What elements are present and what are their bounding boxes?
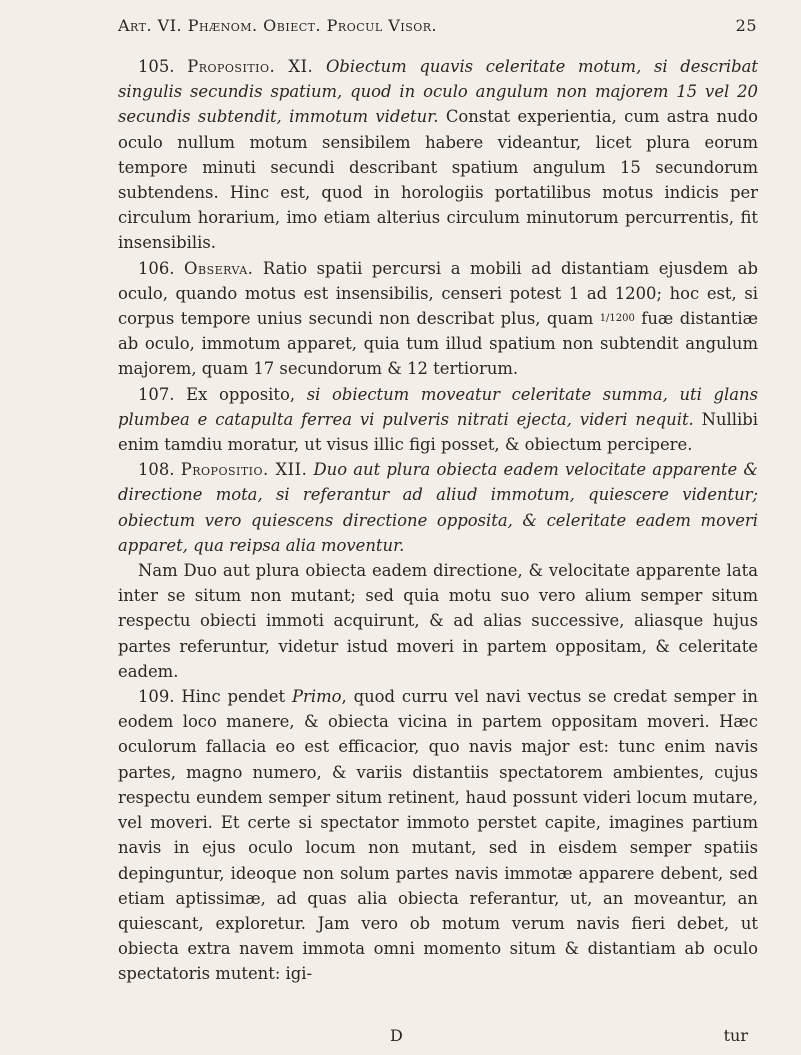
fraction: 1/1200 bbox=[599, 313, 635, 325]
italic-statement: si obiectum moveatur celeritate summa, uti glans plumbea e catapulta ferrea vi pulveris nitrati ejecta, videri nequit. bbox=[118, 384, 758, 429]
paragraph-text: Hinc pendet bbox=[181, 687, 286, 707]
paragraph-text: Nam Duo aut plura obiecta eadem directione, & velocitate apparente lata inter se situm non mutant; sed quia motu suo vero alium semper situm respectu obiecti immoti acquirunt, & ad alias successive, aliasque hujus partes referuntur, videtur istud moveri in partem oppositam, & celeritate eadem. bbox=[118, 561, 758, 681]
proposition-statement: Obiectum quavis celeritate motum, si describat singulis secundis spatium, quod in oculo angulum non majorem 15 vel 20 secundis subtendit, immotum videtur. bbox=[118, 57, 759, 127]
observation-label: Observa. bbox=[184, 258, 254, 278]
paragraph-proof bbox=[118, 558, 758, 684]
paragraph-number: 107. bbox=[138, 384, 175, 404]
catchword: tur bbox=[723, 1026, 748, 1045]
page-number: 25 bbox=[735, 16, 757, 35]
paragraph-text: fuæ distantiæ ab oculo, immotum apparet, quia tum illud spatium non subtendit angulum majorem, quam 17 secundorum & 12 tertiorum. bbox=[118, 309, 759, 379]
paragraph-text: , quod curru vel navi vectus se credat semper in eodem loco manere, & obiecta vicina in partem oppositam moveri. Hæc oculorum fallacia eo est efficacior, quo navis major est: tunc enim navis partes, magno numero, & variis distantiis spectatorem ambientes, cujus respectu eundem semper situm retinent, haud possunt videri locum mutare, vel moveri. Et certe si spectator immoto perstet capite, imagines partium navis in ejus oculo locum non mutant, sed in eisdem semper spatiis depinguntur, ideoque non solum partes navis immotæ apparere debent, sed etiam aptissimæ, ad quas alia obiecta referantur, ut, an moveantur, an quiescant, exploretur. Jam vero ob motum verum navis fieri debet, ut obiecta extra navem immota omni momento situm & distantiam ab oculo spectatoris mutent: igi- bbox=[118, 687, 758, 984]
proposition-statement: Duo aut plura obiecta eadem velocitate apparente & directione mota, si referantur ad aliud immotum, quiescere videntur; obiectum vero quiescens directione opposita, & celeritate eadem moveri apparet, qua reipsa alia moventur. bbox=[118, 460, 759, 555]
paragraph-text: Ratio spatii percursi a mobili ad distantiam ejusdem ab oculo, quando motus est insensibilis, censeri potest 1 ad 1200; hoc est, si corpus tempore unius secundi non describat plus, quam bbox=[118, 258, 759, 329]
paragraph-text: Constat experientia, cum astra nudo oculo nullum motum sensibilem habere videantur, licet plura eorum tempore minuti secundi describant spatium angulum 15 secundorum subtendens. Hinc est, quod in horologiis portatilibus motus indicis per circulum horarium, imo etiam alterius circulum minutorum percurrentis, fit insensibilis. bbox=[118, 107, 758, 253]
paragraph-105 bbox=[118, 54, 758, 256]
italic-word: Primo bbox=[291, 687, 342, 707]
paragraph-107 bbox=[118, 382, 758, 458]
page-footer bbox=[118, 1026, 758, 1050]
body-text bbox=[118, 54, 758, 987]
paragraph-number: 108. bbox=[138, 460, 175, 480]
signature-mark: D bbox=[390, 1026, 403, 1045]
paragraph-number: 106. bbox=[138, 258, 175, 278]
paragraph-number: 109. bbox=[138, 687, 175, 707]
paragraph-108 bbox=[118, 457, 758, 558]
paragraph-number: 105. bbox=[138, 57, 175, 76]
paragraph-109 bbox=[118, 684, 758, 986]
running-header bbox=[118, 16, 757, 46]
paragraph-text: Ex opposito, bbox=[186, 384, 296, 404]
running-title: Art. VI. Phænom. Obiect. Procul Visor. bbox=[118, 16, 438, 35]
paragraph-text: Nullibi enim tamdiu moratur, ut visus illic figi posset, & obiectum percipere. bbox=[118, 409, 758, 455]
proposition-label: Propositio. XII. bbox=[180, 460, 308, 480]
proposition-label: Propositio. XI. bbox=[187, 57, 314, 76]
paragraph-106 bbox=[118, 256, 758, 382]
